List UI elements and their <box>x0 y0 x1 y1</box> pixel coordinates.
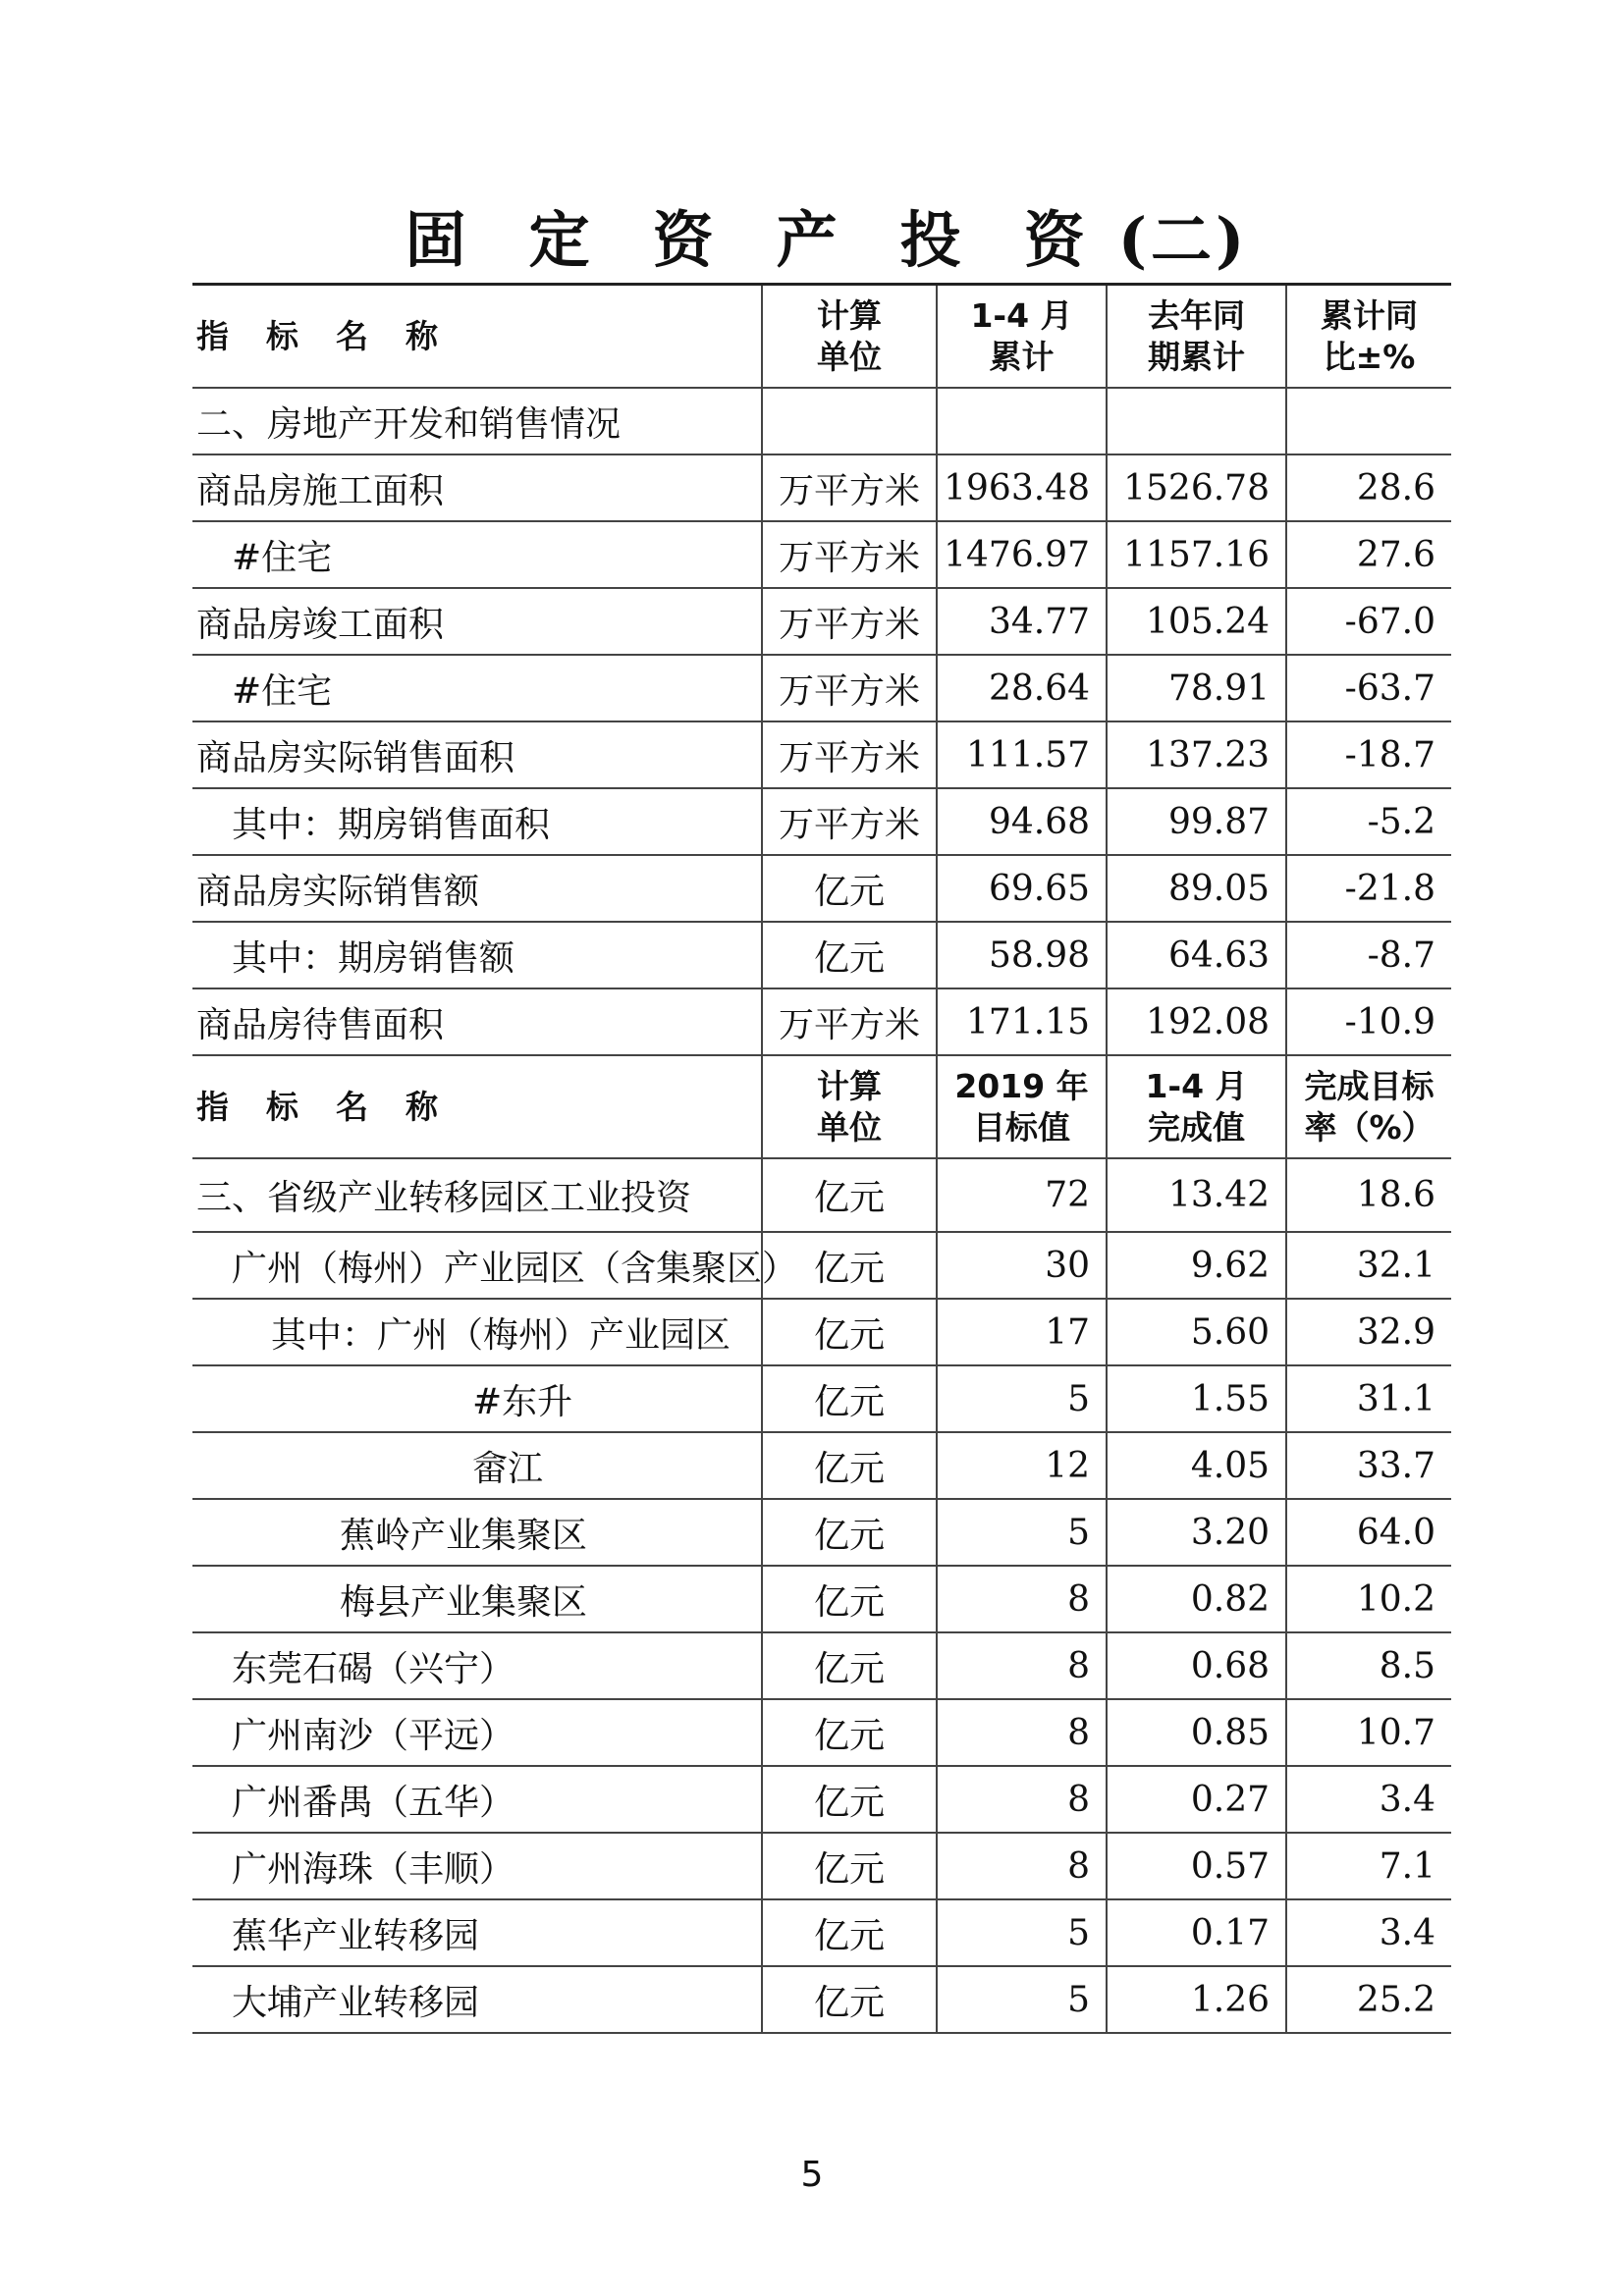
row-value: 5 <box>937 1365 1107 1432</box>
row-value: -18.7 <box>1286 721 1451 788</box>
row-value: 1963.48 <box>937 454 1107 521</box>
table-row <box>192 655 1451 721</box>
row-value: 13.42 <box>1107 1158 1286 1232</box>
row-value: 10.7 <box>1286 1699 1451 1766</box>
row-unit: 亿元 <box>762 855 937 922</box>
row-value: 8 <box>937 1766 1107 1833</box>
row-value: 78.91 <box>1107 655 1286 721</box>
row-value: 0.82 <box>1107 1566 1286 1632</box>
row-value: 5 <box>937 1499 1107 1566</box>
header-indicator-name: 指 标 名 称 <box>192 285 762 389</box>
row-value: 5 <box>937 1899 1107 1966</box>
row-value: 1.55 <box>1107 1365 1286 1432</box>
row-value: 8 <box>937 1566 1107 1632</box>
row-unit: 亿元 <box>762 1432 937 1499</box>
row-label: #住宅 <box>192 655 762 721</box>
row-value: 28.64 <box>937 655 1107 721</box>
row-value: 34.77 <box>937 588 1107 655</box>
row-value: 10.2 <box>1286 1566 1451 1632</box>
row-unit: 亿元 <box>762 1499 937 1566</box>
row-value: 0.57 <box>1107 1833 1286 1899</box>
table-row <box>192 1699 1451 1766</box>
table-row <box>192 1966 1451 2033</box>
table-row <box>192 454 1451 521</box>
row-value: 8.5 <box>1286 1632 1451 1699</box>
table-row <box>192 788 1451 855</box>
row-unit: 万平方米 <box>762 588 937 655</box>
row-label: 梅县产业集聚区 <box>192 1566 762 1632</box>
table-row <box>192 1299 1451 1365</box>
title-char: 资 <box>652 204 718 276</box>
header-cumulative: 1-4 月 累计 <box>937 285 1107 389</box>
row-value: 1.26 <box>1107 1966 1286 2033</box>
row-value: 1157.16 <box>1107 521 1286 588</box>
header-completed: 1-4 月 完成值 <box>1107 1055 1286 1158</box>
section-title: 二、房地产开发和销售情况 <box>192 388 762 454</box>
row-value: -10.9 <box>1286 988 1451 1055</box>
table-row <box>192 1566 1451 1632</box>
row-unit: 亿元 <box>762 1899 937 1966</box>
row-unit: 万平方米 <box>762 655 937 721</box>
row-unit: 万平方米 <box>762 721 937 788</box>
row-value: -5.2 <box>1286 788 1451 855</box>
table-row <box>192 855 1451 922</box>
row-unit: 亿元 <box>762 1699 937 1766</box>
row-label: 其中：广州（梅州）产业园区 <box>192 1299 762 1365</box>
row-value: 3.4 <box>1286 1899 1451 1966</box>
row-value: 171.15 <box>937 988 1107 1055</box>
row-unit: 万平方米 <box>762 454 937 521</box>
table-header-row <box>192 285 1451 389</box>
row-unit: 万平方米 <box>762 988 937 1055</box>
header-yoy: 累计同 比±% <box>1286 285 1451 389</box>
row-value: 32.1 <box>1286 1232 1451 1299</box>
row-value: 5.60 <box>1107 1299 1286 1365</box>
header-target: 2019 年 目标值 <box>937 1055 1107 1158</box>
table-row <box>192 588 1451 655</box>
page-title <box>0 196 1624 285</box>
row-unit: 亿元 <box>762 1833 937 1899</box>
header-completion-rate: 完成目标 率（%） <box>1286 1055 1451 1158</box>
row-label: 商品房施工面积 <box>192 454 762 521</box>
title-char: 定 <box>528 204 594 276</box>
row-label: 其中：期房销售面积 <box>192 788 762 855</box>
row-value: 31.1 <box>1286 1365 1451 1432</box>
row-value: 3.4 <box>1286 1766 1451 1833</box>
row-value: 0.27 <box>1107 1766 1286 1833</box>
row-unit: 万平方米 <box>762 521 937 588</box>
row-value: 89.05 <box>1107 855 1286 922</box>
row-label: 广州海珠（丰顺） <box>192 1833 762 1899</box>
row-value: 58.98 <box>937 922 1107 988</box>
row-value: 64.0 <box>1286 1499 1451 1566</box>
row-unit: 亿元 <box>762 1966 937 2033</box>
row-label: #东升 <box>192 1365 762 1432</box>
row-value: 99.87 <box>1107 788 1286 855</box>
row-value: 25.2 <box>1286 1966 1451 2033</box>
table-row <box>192 521 1451 588</box>
row-label: 商品房实际销售面积 <box>192 721 762 788</box>
row-value: 0.68 <box>1107 1632 1286 1699</box>
table-header-row <box>192 1055 1451 1158</box>
table-row <box>192 1432 1451 1499</box>
row-unit: 亿元 <box>762 1632 937 1699</box>
row-label: #住宅 <box>192 521 762 588</box>
row-label: 三、省级产业转移园区工业投资 <box>192 1158 762 1232</box>
row-value: 28.6 <box>1286 454 1451 521</box>
investment-table <box>192 283 1451 2034</box>
row-value: 32.9 <box>1286 1299 1451 1365</box>
row-unit: 亿元 <box>762 1299 937 1365</box>
row-label: 蕉岭产业集聚区 <box>192 1499 762 1566</box>
row-label: 广州南沙（平远） <box>192 1699 762 1766</box>
table-row <box>192 1899 1451 1966</box>
table-row <box>192 1232 1451 1299</box>
row-unit: 亿元 <box>762 922 937 988</box>
row-value: -67.0 <box>1286 588 1451 655</box>
row-value: 72 <box>937 1158 1107 1232</box>
row-unit: 亿元 <box>762 1158 937 1232</box>
row-value: 33.7 <box>1286 1432 1451 1499</box>
row-label: 蕉华产业转移园 <box>192 1899 762 1966</box>
header-unit: 计算 单位 <box>762 285 937 389</box>
row-label: 商品房竣工面积 <box>192 588 762 655</box>
title-char: 资 <box>1023 204 1089 276</box>
header-indicator-name: 指 标 名 称 <box>192 1055 762 1158</box>
row-value: 8 <box>937 1632 1107 1699</box>
row-unit: 亿元 <box>762 1566 937 1632</box>
title-char: (二) <box>1117 204 1249 276</box>
row-value: 7.1 <box>1286 1833 1451 1899</box>
title-char: 固 <box>405 204 470 276</box>
table-row <box>192 1833 1451 1899</box>
table-row <box>192 721 1451 788</box>
table-row <box>192 1632 1451 1699</box>
row-value: 30 <box>937 1232 1107 1299</box>
row-value: 1476.97 <box>937 521 1107 588</box>
row-value: 111.57 <box>937 721 1107 788</box>
row-value: 5 <box>937 1966 1107 2033</box>
row-label: 其中：期房销售额 <box>192 922 762 988</box>
row-value: 17 <box>937 1299 1107 1365</box>
row-value: 1526.78 <box>1107 454 1286 521</box>
row-value: 69.65 <box>937 855 1107 922</box>
table-row <box>192 1499 1451 1566</box>
row-value: 9.62 <box>1107 1232 1286 1299</box>
row-value: 8 <box>937 1699 1107 1766</box>
title-char: 产 <box>776 204 841 276</box>
section-row <box>192 388 1451 454</box>
row-value: 27.6 <box>1286 521 1451 588</box>
row-label: 广州番禺（五华） <box>192 1766 762 1833</box>
row-label: 大埔产业转移园 <box>192 1966 762 2033</box>
header-unit: 计算 单位 <box>762 1055 937 1158</box>
row-unit: 亿元 <box>762 1232 937 1299</box>
table-row <box>192 1766 1451 1833</box>
title-char: 投 <box>899 204 965 276</box>
row-label: 广州（梅州）产业园区（含集聚区） <box>192 1232 762 1299</box>
row-value: 105.24 <box>1107 588 1286 655</box>
row-value: 64.63 <box>1107 922 1286 988</box>
table-row <box>192 1365 1451 1432</box>
row-value: 0.85 <box>1107 1699 1286 1766</box>
row-value: 0.17 <box>1107 1899 1286 1966</box>
row-value: 8 <box>937 1833 1107 1899</box>
header-last-year: 去年同 期累计 <box>1107 285 1286 389</box>
row-value: -63.7 <box>1286 655 1451 721</box>
row-value: 192.08 <box>1107 988 1286 1055</box>
row-unit: 亿元 <box>762 1766 937 1833</box>
row-unit: 万平方米 <box>762 788 937 855</box>
row-value: 4.05 <box>1107 1432 1286 1499</box>
row-value: 3.20 <box>1107 1499 1286 1566</box>
table-row <box>192 1158 1451 1232</box>
table-row <box>192 922 1451 988</box>
table-row <box>192 988 1451 1055</box>
page-number: 5 <box>800 2155 824 2195</box>
row-value: -8.7 <box>1286 922 1451 988</box>
row-label: 商品房实际销售额 <box>192 855 762 922</box>
row-value: 94.68 <box>937 788 1107 855</box>
row-label: 商品房待售面积 <box>192 988 762 1055</box>
row-value: 18.6 <box>1286 1158 1451 1232</box>
row-value: 137.23 <box>1107 721 1286 788</box>
row-value: 12 <box>937 1432 1107 1499</box>
row-label: 东莞石碣（兴宁） <box>192 1632 762 1699</box>
row-label: 畲江 <box>192 1432 762 1499</box>
row-value: -21.8 <box>1286 855 1451 922</box>
row-unit: 亿元 <box>762 1365 937 1432</box>
